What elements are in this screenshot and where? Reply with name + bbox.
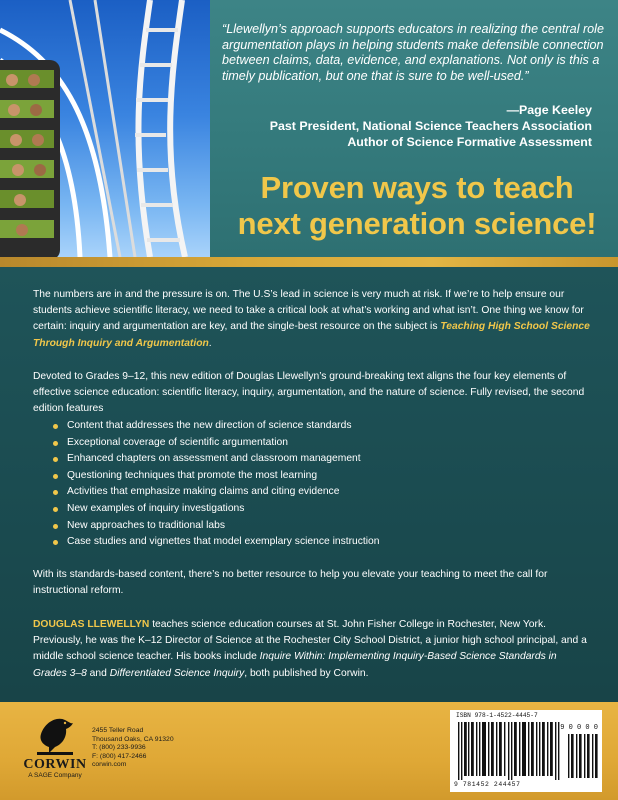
address-line-1: 2455 Teller Road — [92, 727, 144, 734]
barcode-bars — [458, 722, 562, 780]
feature-item — [53, 518, 380, 535]
feature-text: Content that addresses the new direction of science standards — [67, 420, 352, 431]
headline — [232, 170, 602, 242]
publisher-fax: F: (800) 417-2466 — [92, 752, 147, 760]
author-bio-text: teaches science education courses at St. John Fisher College in Rochester, New York. Previously, he was the K–12 Director of Science at the Rochester City School District, a junior high school principal, and a middle school science teacher. His books include — [33, 619, 587, 663]
bullet-icon — [53, 424, 58, 429]
feature-item — [53, 534, 380, 551]
endorser-title: Past President, National Science Teachers Association — [269, 119, 592, 134]
feature-item — [53, 484, 380, 501]
intro-text: The numbers are in and the pressure is on. The U.S’s lead in science is very much at risk. If we’re to help ensure our students achieve scientific literacy, we need to take a critical look at what’s working and what isn’t. One thing we know for certain: inquiry and argumentation are key, and the single-best resource on the subject is — [33, 289, 584, 333]
bullet-icon — [53, 524, 58, 529]
intro-paragraph — [33, 287, 593, 352]
publisher-website: corwin.com — [92, 761, 127, 769]
endorser-book: Author of Science Formative Assessment — [347, 135, 592, 150]
endorser-name: —Page Keeley — [506, 103, 592, 117]
endorsement-attribution — [270, 102, 592, 151]
logo-tagline: A SAGE Company — [28, 772, 82, 779]
author-bio-end: , both published by Corwin. — [244, 667, 369, 679]
feature-item — [53, 468, 380, 485]
feature-item — [53, 418, 380, 435]
roller-coaster-photo — [0, 0, 210, 257]
gold-divider — [0, 257, 618, 267]
headline-line-1: Proven ways to teach — [260, 170, 574, 205]
author-bio — [33, 617, 593, 682]
closing-paragraph: With its standards-based content, there’s no better resource to help you elevate your teaching to meet the call for instructional reform. — [33, 569, 548, 597]
bullet-icon — [53, 441, 58, 446]
publisher-phone: T: (800) 233-9936 — [92, 744, 146, 752]
bullet-icon — [53, 490, 58, 495]
bullet-icon — [53, 474, 58, 479]
author-book-2: Differentiated Science Inquiry — [109, 667, 245, 679]
endorsement-quote: “Llewellyn’s approach supports educators in realizing the central role argumentation plays in helping students make defensible connection between claims, data, evidence, and explanations. Not only is this a timely publication, but one that is sure to be well-used.” — [222, 22, 604, 83]
logo-wordmark: CORWIN — [23, 757, 87, 772]
author-bio-and: and — [86, 667, 110, 679]
isbn-number: ISBN 978-1-4522-4445-7 — [456, 712, 538, 719]
bullet-icon — [53, 457, 58, 462]
feature-text: New examples of inquiry investigations — [67, 502, 245, 514]
price-code: 9 0 0 0 0 — [560, 724, 598, 732]
feature-item — [53, 501, 380, 518]
feature-text: New approaches to traditional labs — [67, 519, 225, 531]
book-title: Teaching High School Science Through Inquiry and Argumentation — [33, 321, 590, 349]
feature-item — [53, 451, 380, 468]
feature-text: Questioning techniques that promote the most learning — [67, 469, 318, 481]
endorsement-panel — [0, 0, 618, 257]
publisher-address — [92, 727, 174, 770]
bullet-icon — [53, 540, 58, 545]
bullet-icon — [53, 507, 58, 512]
address-line-2: Thousand Oaks, CA 91320 — [92, 735, 174, 743]
author-book-1: Inquire Within: Implementing Inquiry-Based Science Standards in Grades 3–8 — [33, 651, 557, 679]
author-name: DOUGLAS LLEWELLYN — [33, 619, 150, 630]
feature-text: Case studies and vignettes that model exemplary science instruction — [67, 536, 380, 548]
feature-item — [53, 435, 380, 452]
price-barcode — [568, 734, 598, 778]
raven-icon — [35, 712, 75, 756]
feature-text: Exceptional coverage of scientific argumentation — [67, 436, 288, 448]
corwin-logo — [22, 712, 88, 792]
intro-end: . — [208, 337, 212, 349]
description-panel — [0, 267, 618, 702]
feature-text: Enhanced chapters on assessment and classroom management — [67, 453, 361, 465]
feature-list — [53, 418, 380, 551]
ean-number: 9 781452 244457 — [454, 781, 521, 788]
description-paragraph: Devoted to Grades 9–12, this new edition of Douglas Llewellyn’s ground-breaking text aligns the four key elements of effective science education: scientific literacy, inquiry, argumentation, and the nature of science. Fully revised, the second edition features — [33, 371, 585, 415]
headline-line-2: next generation science! — [237, 206, 597, 241]
feature-text: Activities that emphasize making claims and citing evidence — [67, 486, 340, 498]
isbn-barcode — [450, 710, 602, 792]
